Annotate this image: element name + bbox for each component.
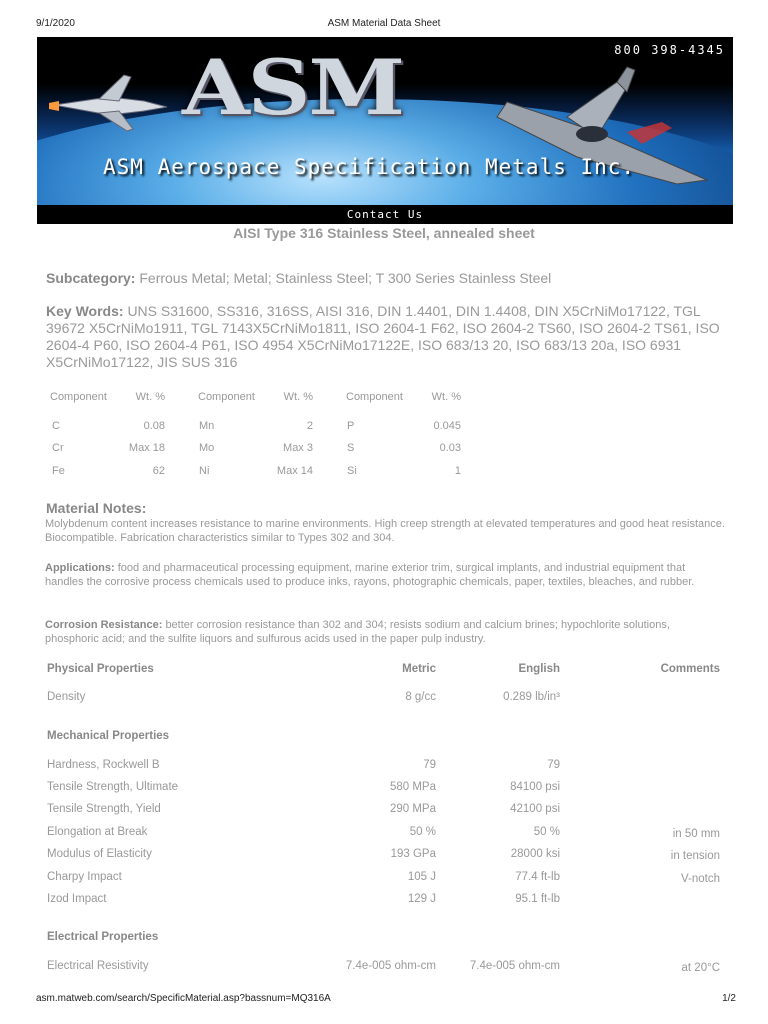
- english-value: 28000 ksi: [510, 848, 560, 860]
- english-value: 95.1 ft-lb: [515, 893, 560, 905]
- english-value: 77.4 ft-lb: [515, 871, 560, 883]
- component-cell: Ni: [199, 465, 210, 477]
- space-shuttle-icon: [49, 67, 179, 137]
- component-cell: Si: [347, 465, 357, 477]
- comment-value: in tension: [670, 850, 720, 862]
- property-name: Charpy Impact: [47, 871, 122, 883]
- property-name: Hardness, Rockwell B: [47, 759, 160, 771]
- wt-header: Wt. %: [283, 391, 313, 403]
- subcategory-value: Ferrous Metal; Metal; Stainless Steel; T 300 Series Stainless Steel: [139, 270, 552, 286]
- english-value: 84100 psi: [510, 781, 560, 793]
- comment-value: in 50 mm: [672, 828, 720, 840]
- wt-header: Wt. %: [135, 391, 165, 403]
- section-heading: Mechanical Properties: [47, 730, 170, 742]
- metric-value: 50 %: [409, 826, 436, 838]
- print-date: 9/1/2020: [36, 18, 75, 29]
- metric-value: 7.4e-005 ohm-cm: [345, 960, 436, 972]
- wt-cell: 62: [152, 465, 165, 477]
- print-title: ASM Material Data Sheet: [327, 18, 441, 29]
- wt-header: Wt. %: [431, 391, 461, 403]
- metric-header: Metric: [402, 663, 436, 675]
- wt-cell: Max 18: [128, 442, 165, 454]
- metric-value: 79: [423, 759, 436, 771]
- wt-cell: 2: [306, 420, 313, 432]
- section-heading: Physical Properties: [47, 663, 154, 675]
- page-url: asm.matweb.com/search/SpecificMaterial.asp?bassnum=MQ316A: [36, 993, 331, 1004]
- component-cell: Mo: [199, 442, 215, 454]
- component-cell: Fe: [52, 465, 65, 477]
- property-name: Density: [47, 691, 86, 703]
- property-name: Elongation at Break: [47, 826, 148, 838]
- wt-cell: Max 14: [276, 465, 313, 477]
- subcategory-label: Subcategory:: [46, 270, 136, 286]
- metric-value: 580 MPa: [389, 781, 436, 793]
- asm-logo: ASM: [182, 43, 403, 132]
- wt-cell: 0.08: [143, 420, 165, 432]
- component-cell: C: [52, 420, 60, 432]
- asm-banner[interactable]: [37, 37, 733, 205]
- applications-text: food and pharmaceutical processing equipment, marine exterior trim, surgical implants, and industrial equipment that handles the corrosive process chemicals used to produce inks, rayons, photographic chemicals, paper, textiles, bleaches, and rubber.: [45, 562, 695, 588]
- key-words-label: Key Words:: [46, 303, 124, 319]
- page-number: 1/2: [722, 993, 736, 1004]
- english-value: 0.289 lb/in³: [503, 691, 560, 703]
- wt-cell: 0.045: [433, 420, 461, 432]
- property-name: Tensile Strength, Ultimate: [47, 781, 179, 793]
- property-name: Izod Impact: [47, 893, 107, 905]
- applications-label: Applications:: [45, 562, 115, 574]
- component-header: Component: [346, 391, 403, 403]
- contact-us-link[interactable]: Contact Us: [37, 205, 733, 224]
- component-header: Component: [198, 391, 255, 403]
- property-name: Modulus of Elasticity: [47, 848, 152, 860]
- english-value: 42100 psi: [510, 803, 560, 815]
- wt-cell: Max 3: [283, 442, 313, 454]
- component-cell: Mn: [199, 420, 215, 432]
- component-cell: Cr: [52, 442, 64, 454]
- english-header: English: [518, 663, 560, 675]
- component-cell: P: [347, 420, 355, 432]
- material-notes-text: Molybdenum content increases resistance to marine environments. High creep strength at elevated temperatures and good heat resistance. Biocompatible. Fabrication characteristics similar to Types 302 and 304.: [45, 518, 725, 544]
- metric-value: 290 MPa: [389, 803, 436, 815]
- material-title: AISI Type 316 Stainless Steel, annealed sheet: [233, 225, 535, 241]
- component-header: Component: [50, 391, 107, 403]
- comments-header: Comments: [660, 663, 720, 675]
- metric-value: 129 J: [407, 893, 436, 905]
- key-words: [46, 303, 726, 371]
- key-words-value: UNS S31600, SS316, 316SS, AISI 316, DIN 1.4401, DIN 1.4408, DIN X5CrNiMo17122, TGL 39672 X5CrNiMo1911, TGL 7143X5CrNiMo1811, ISO 2604-1 F62, ISO 2604-2 TS60, ISO 2604-2 TS61, ISO 2604-4 P60, ISO 2604-4 P61, ISO 4954 X5CrNiMo17122E, ISO 683/13 20, ISO 683/13 20a, ISO 6931 X5CrNiMo17122, JIS SUS 316: [46, 303, 720, 370]
- english-value: 7.4e-005 ohm-cm: [469, 960, 560, 972]
- comment-value: V-notch: [681, 873, 720, 885]
- company-name: ASM Aerospace Specification Metals Inc.: [103, 155, 636, 179]
- wt-cell: 0.03: [439, 442, 461, 454]
- metric-value: 8 g/cc: [405, 691, 436, 703]
- section-heading: Electrical Properties: [47, 931, 159, 943]
- material-notes-heading: Material Notes:: [46, 500, 147, 516]
- metric-value: 193 GPa: [390, 848, 436, 860]
- property-name: Tensile Strength, Yield: [47, 803, 161, 815]
- applications-paragraph: [45, 562, 725, 589]
- english-value: 50 %: [533, 826, 560, 838]
- corrosion-label: Corrosion Resistance:: [45, 619, 163, 631]
- comment-value: at 20°C: [681, 962, 720, 974]
- metric-value: 105 J: [407, 871, 436, 883]
- component-cell: S: [347, 442, 355, 454]
- phone-number: 800 398-4345: [614, 43, 725, 57]
- subcategory: [46, 270, 551, 286]
- corrosion-paragraph: [45, 619, 725, 646]
- english-value: 79: [547, 759, 560, 771]
- corrosion-text: better corrosion resistance than 302 and 304; resists sodium and calcium brines; hypochlorite solutions, phosphoric acid; and the sulfite liquors and sulfurous acids used in the paper pulp industry.: [45, 619, 670, 645]
- wt-cell: 1: [454, 465, 461, 477]
- property-name: Electrical Resistivity: [47, 960, 149, 972]
